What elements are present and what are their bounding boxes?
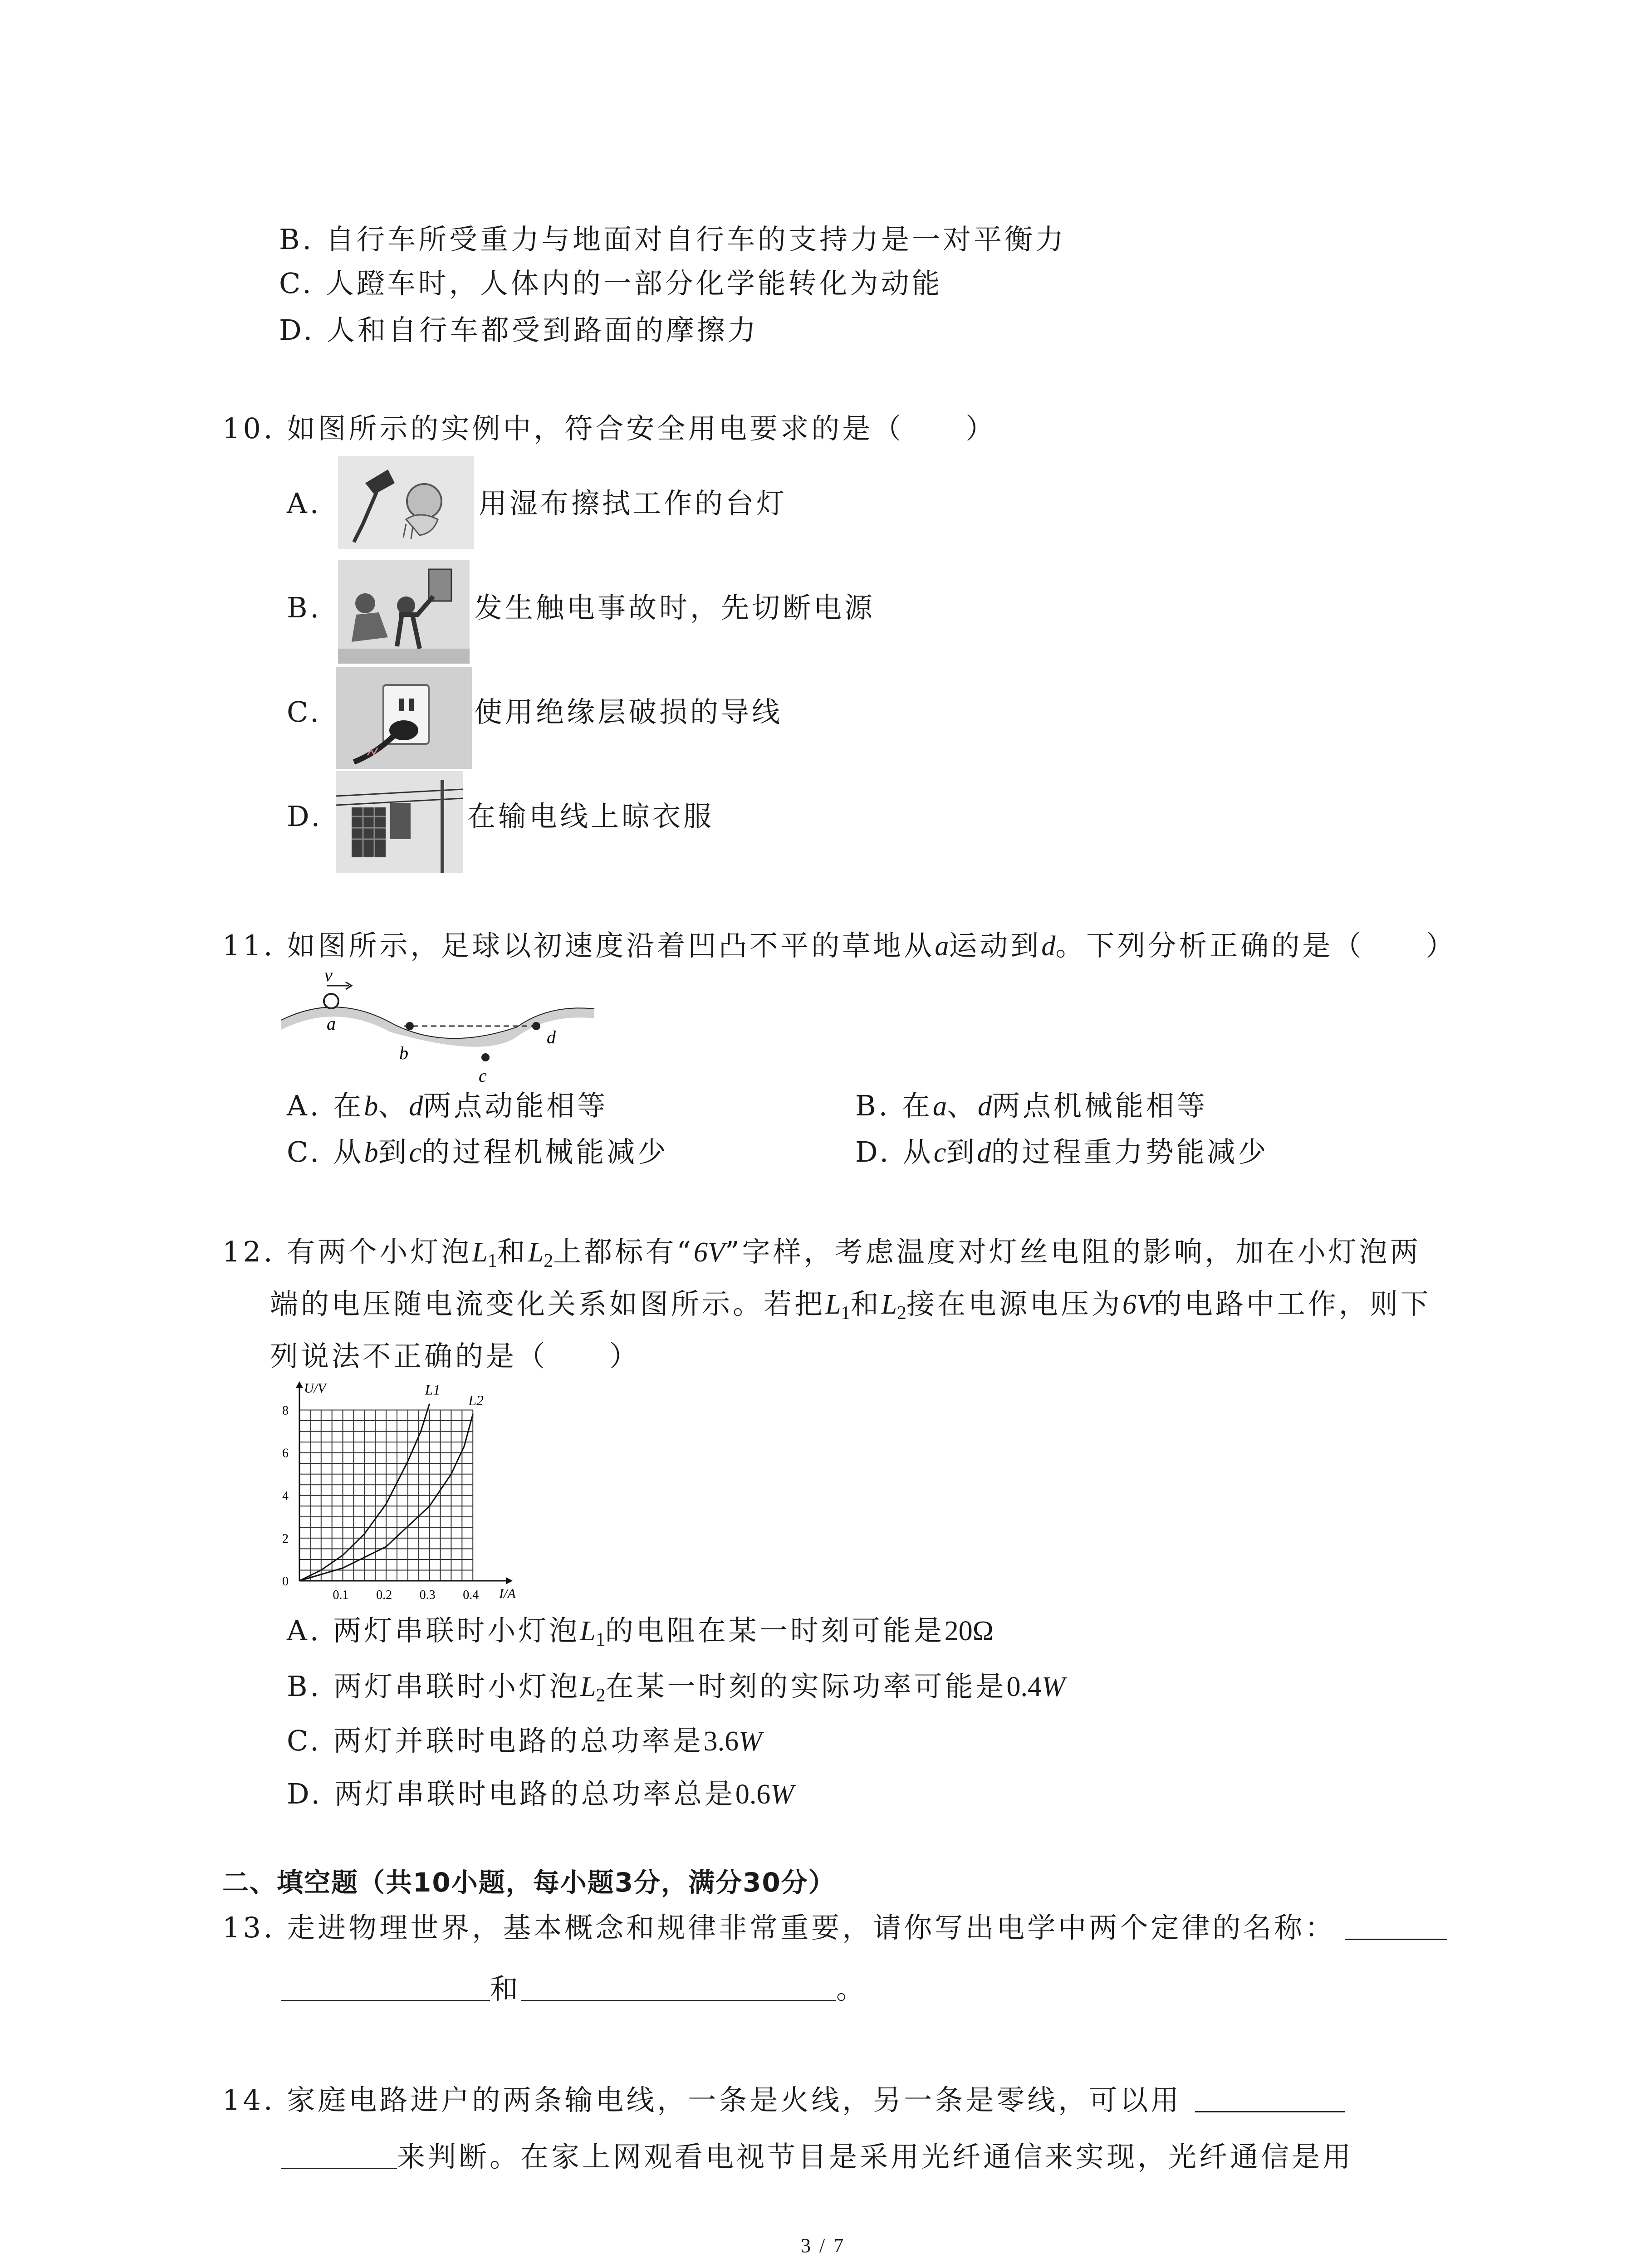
q12-opt-a-L1 — [580, 1616, 605, 1650]
q11-opt-d-pre: D. 从 — [855, 1135, 934, 1168]
electric-shock-rescue-image — [338, 560, 470, 664]
q10-option-d-text: 在输电线上晾衣服 — [467, 800, 715, 833]
q13-line-1 — [222, 1910, 1447, 1946]
page-number: 3 / 7 — [801, 2234, 846, 2257]
q11-fig-v: v — [324, 968, 333, 985]
y-tick-label: 6 — [282, 1446, 289, 1461]
q12-l2-L1-letter: L — [825, 1289, 841, 1320]
q11-opt-d-v1: c — [933, 1137, 946, 1168]
q10-stem: 10. 如图所示的实例中，符合安全用电要求的是（ ） — [222, 412, 997, 445]
q12-l2-L1-sub: 1 — [841, 1303, 851, 1324]
q12-l1-c: 上都标有“ — [553, 1235, 694, 1268]
q12-opt-c-pre: C. 两灯并联时电路的总功率是 — [287, 1724, 704, 1757]
q11-point-d: d — [1041, 931, 1056, 962]
series-label-l2: L2 — [468, 1392, 484, 1408]
q12-l2-L1 — [825, 1289, 851, 1324]
q12-l1-L1-letter: L — [472, 1237, 488, 1268]
q10-option-c-text: 使用绝缘层破损的导线 — [474, 695, 783, 728]
q12-opt-b-num: 0.4 — [1006, 1672, 1042, 1702]
q11-opt-a-pre: A. 在 — [287, 1089, 364, 1122]
q11-opt-a-v1: b — [364, 1091, 378, 1122]
q11-opt-b-v2: d — [978, 1091, 992, 1122]
q12-l2-b: 和 — [850, 1287, 882, 1320]
q12-line-3: 列说法不正确的是（ ） — [270, 1339, 641, 1373]
q12-l2-6v: 6V — [1122, 1289, 1154, 1320]
q13-blank-1b[interactable] — [281, 1973, 490, 2001]
q11-option-a — [287, 1088, 608, 1124]
q11-opt-c-pre: C. 从 — [287, 1135, 364, 1168]
wet-cloth-lamp-image — [338, 456, 474, 549]
q12-l2-a: 端的电压随电流变化关系如图所示。若把 — [270, 1287, 826, 1320]
q11-opt-c-mid: 到 — [378, 1135, 409, 1168]
q14-line-1-text: 14. 家庭电路进户的两条输电线，一条是火线，另一条是零线，可以用 — [222, 2083, 1182, 2116]
q13-end: 。 — [836, 1972, 867, 2005]
q12-line-2 — [270, 1286, 1431, 1331]
q12-line-1 — [222, 1234, 1421, 1279]
q14-blank-1b[interactable] — [281, 2141, 397, 2169]
y-tick-label: 0 — [282, 1574, 289, 1589]
q11-stem-mid: 运动到 — [949, 929, 1042, 962]
q12-l1-d: ”字样，考虑温度对灯丝电阻的影响，加在小灯泡两 — [725, 1235, 1421, 1268]
q12-opt-a-val: 20Ω — [944, 1616, 994, 1647]
q10-option-c-letter: C. — [287, 695, 322, 728]
q12-option-c — [287, 1723, 762, 1760]
q12-opt-b-L2 — [580, 1672, 606, 1706]
q12-opt-b-unit: W — [1041, 1672, 1065, 1702]
q12-l2-L2-letter: L — [881, 1289, 897, 1320]
q11-stem-post: 。下列分析正确的是（ ） — [1055, 929, 1457, 962]
x-axis-arrow — [506, 1577, 513, 1584]
q13-blank-2[interactable] — [521, 1973, 836, 2001]
q11-fig-a: a — [327, 1013, 336, 1034]
q9-option-d: D. 人和自行车都受到路面的摩擦力 — [279, 313, 759, 347]
q12-l1-L2-sub: 2 — [544, 1251, 554, 1271]
q14-blank-1a[interactable] — [1195, 2084, 1345, 2112]
y-axis-arrow — [296, 1381, 303, 1388]
q12-l1-L1 — [472, 1237, 497, 1271]
chart-axes — [296, 1381, 513, 1584]
q12-iu-chart — [268, 1381, 540, 1610]
q11-opt-b-post: 两点机械能相等 — [992, 1089, 1208, 1122]
q13-blank-1a[interactable] — [1345, 1911, 1447, 1940]
x-tick-label: 0.1 — [333, 1588, 349, 1602]
q11-opt-c-v2: c — [409, 1137, 422, 1168]
x-axis-label: I/A — [499, 1586, 516, 1601]
q11-opt-a-post: 两点动能相等 — [423, 1089, 608, 1122]
x-tick-label: 0.3 — [419, 1588, 436, 1602]
q11-opt-b-sep: 、 — [946, 1089, 978, 1122]
q10-option-a-letter: A. — [287, 487, 322, 520]
q12-l2-c: 接在电源电压为 — [906, 1287, 1123, 1320]
q12-opt-d-unit: W — [770, 1779, 794, 1810]
q12-opt-a-post: 的电阻在某一时刻可能是 — [605, 1614, 945, 1647]
q11-stem — [222, 928, 1456, 964]
q12-l1-L2 — [528, 1237, 554, 1271]
q12-l1-b: 和 — [497, 1235, 528, 1268]
q11-option-b — [855, 1088, 1208, 1124]
q10-option-a-text: 用湿布擦拭工作的台灯 — [479, 487, 788, 520]
q12-opt-a-L1-sub: 1 — [595, 1629, 605, 1650]
q10-option-d-letter: D. — [287, 800, 323, 833]
q11-fig-c: c — [479, 1066, 487, 1086]
q11-opt-d-post: 的过程重力势能减少 — [991, 1135, 1269, 1168]
q12-opt-c-num: 3.6 — [703, 1726, 739, 1757]
q9-option-c: C. 人蹬车时，人体内的一部分化学能转化为动能 — [279, 267, 943, 300]
q11-opt-a-sep: 、 — [378, 1089, 409, 1122]
q12-l1-L2-letter: L — [528, 1237, 544, 1268]
q12-opt-b-pre: B. 两灯串联时小灯泡 — [287, 1670, 580, 1703]
q14-line-2 — [281, 2139, 1353, 2175]
q12-opt-a-L1-letter: L — [580, 1616, 596, 1647]
q11-opt-a-v2: d — [409, 1091, 423, 1122]
clothes-on-power-line-image — [336, 771, 463, 873]
y-tick-label: 2 — [282, 1531, 289, 1546]
series-label-l1: L1 — [425, 1381, 441, 1398]
q11-option-c — [287, 1134, 668, 1171]
q11-terrain-figure — [281, 968, 599, 1086]
q11-opt-d-mid: 到 — [946, 1135, 977, 1168]
y-axis-label: U/V — [304, 1381, 326, 1396]
q11-opt-d-v2: d — [977, 1137, 991, 1168]
y-tick-label: 4 — [282, 1489, 289, 1503]
chart-labels — [282, 1381, 516, 1602]
q9-option-b: B. 自行车所受重力与地面对自行车的支持力是一对平衡力 — [279, 223, 1066, 256]
q12-l2-L2 — [881, 1289, 906, 1324]
q12-l1-L1-sub: 1 — [487, 1251, 497, 1271]
q12-opt-c-unit: W — [739, 1726, 762, 1757]
q11-opt-b-pre: B. 在 — [855, 1089, 933, 1122]
q11-opt-c-post: 的过程机械能减少 — [421, 1135, 669, 1168]
q10-option-b-letter: B. — [287, 591, 322, 624]
q12-opt-b-L2-letter: L — [580, 1672, 596, 1702]
q10-option-b-text: 发生触电事故时，先切断电源 — [474, 591, 876, 624]
q12-option-a — [287, 1613, 994, 1658]
q12-l1-a: 12. 有两个小灯泡 — [222, 1235, 472, 1268]
section-2-heading: 二、填空题（共10小题，每小题3分，满分30分） — [222, 1867, 836, 1898]
q11-fig-d: d — [547, 1027, 556, 1047]
q12-opt-a-pre: A. 两灯串联时小灯泡 — [287, 1614, 580, 1647]
q12-option-b — [287, 1668, 1065, 1714]
q11-opt-b-v1: a — [932, 1091, 947, 1122]
q11-fig-b: b — [399, 1043, 408, 1063]
q13-line-1-text: 13. 走进物理世界，基本概念和规律非常重要，请你写出电学中两个定律的名称： — [222, 1911, 1336, 1944]
q12-opt-b-L2-sub: 2 — [596, 1685, 606, 1706]
damaged-wire-socket-image — [336, 667, 472, 769]
q12-opt-d-num: 0.6 — [735, 1779, 771, 1810]
q12-l2-L2-sub: 2 — [897, 1303, 906, 1324]
q11-point-a: a — [935, 931, 949, 962]
q12-opt-d-pre: D. 两灯串联时电路的总功率总是 — [287, 1777, 735, 1810]
q12-l2-d: 的电路中工作，则下 — [1153, 1287, 1431, 1320]
q14-line-1 — [222, 2082, 1345, 2118]
q12-l1-6v: 6V — [694, 1237, 725, 1268]
q12-option-d — [287, 1776, 794, 1813]
x-tick-label: 0.4 — [463, 1588, 479, 1602]
q12-opt-b-post: 在某一时刻的实际功率可能是 — [605, 1670, 1007, 1703]
q11-opt-c-v1: b — [364, 1137, 378, 1168]
q14-line-2-text: 来判断。在家上网观看电视节目是采用光纤通信来实现，光纤通信是用 — [397, 2140, 1354, 2173]
q13-and: 和 — [490, 1972, 521, 2005]
y-tick-label: 8 — [282, 1403, 289, 1418]
q11-option-d — [855, 1134, 1269, 1171]
x-tick-label: 0.2 — [376, 1588, 392, 1602]
q11-stem-pre: 11. 如图所示，足球以初速度沿着凹凸不平的草地从 — [222, 929, 935, 962]
q13-line-2 — [281, 1971, 867, 2007]
chart-grid — [299, 1410, 473, 1581]
